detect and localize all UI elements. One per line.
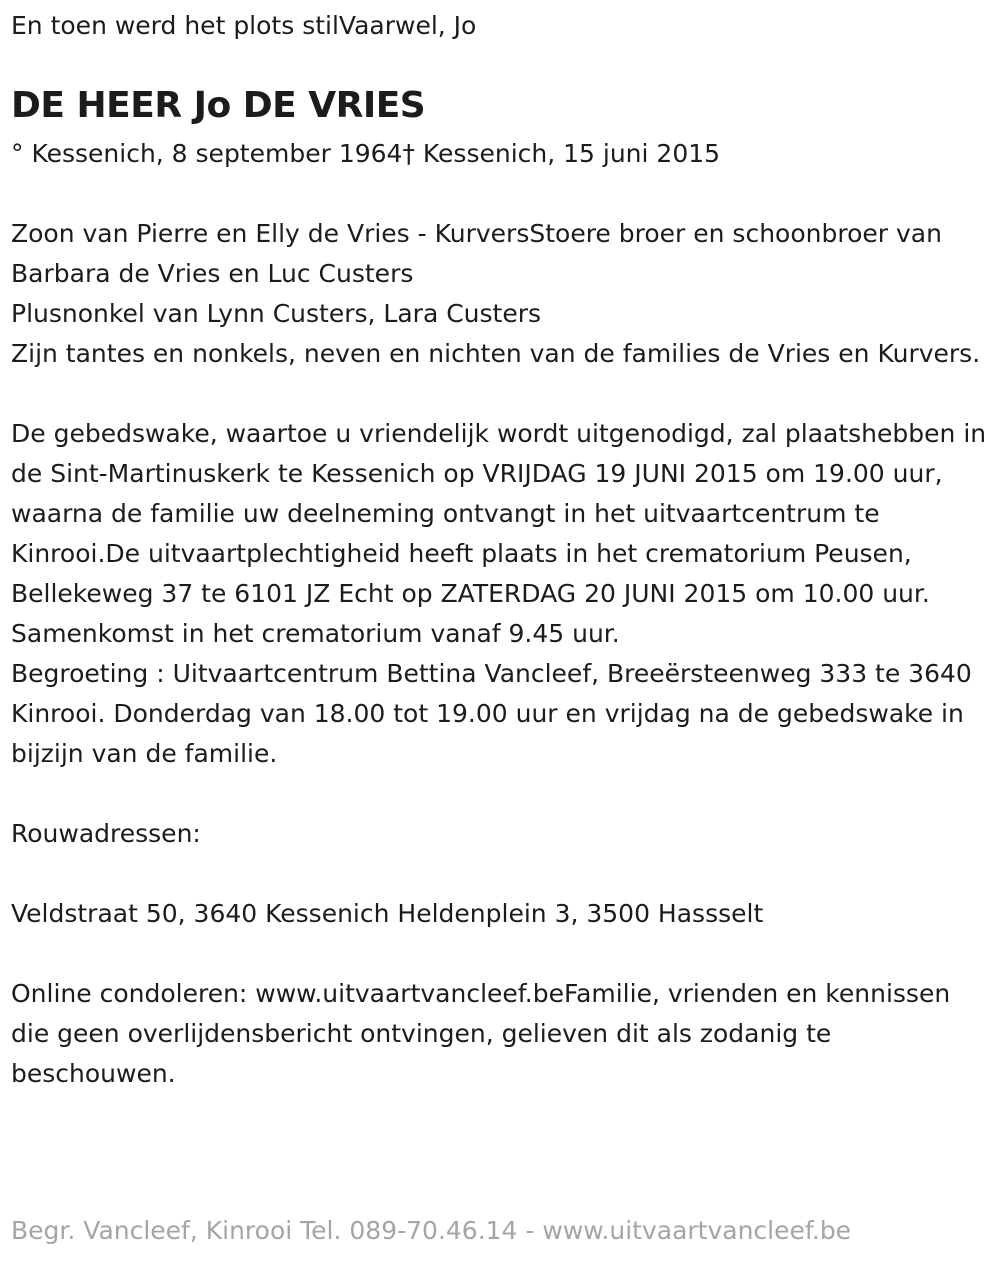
ceremony-greeting: Begroeting : Uitvaartcentrum Bettina Vancleef, Breeërsteenweg 333 te 3640 Kinrooi. Donderdag van 18.00 tot 19.00 uur en vrijdag na de gebedswake in bijzijn van de familie.: [11, 659, 972, 768]
ceremony-wake: De gebedswake, waartoe u vriendelijk wordt uitgenodigd, zal plaatshebben in de Sint-Martinuskerk te Kessenich op VRIJDAG 19 JUNI 2015 om 19.00 uur, waarna de familie uw deelneming ontvangt in het uitvaartcentrum te Kinrooi.De uitvaartplechtigheid heeft plaats in het crematorium Peusen, Bellekeweg 37 te 6101 JZ Echt op ZATERDAG 20 JUNI 2015 om 10.00 uur.: [11, 419, 987, 608]
family-line-3: Zijn tantes en nonkels, neven en nichten van de families de Vries en Kurvers.: [11, 339, 981, 368]
footer-contact: Begr. Vancleef, Kinrooi Tel. 089-70.46.14 - www.uitvaartvancleef.be: [11, 1216, 852, 1245]
family-line-1: Zoon van Pierre en Elly de Vries - KurversStoere broer en schoonbroer van Barbara de Vries en Luc Custers: [11, 219, 942, 288]
family-line-2: Plusnonkel van Lynn Custers, Lara Custers: [11, 299, 542, 328]
spacer: [11, 374, 991, 414]
addresses-value: Veldstraat 50, 3640 Kessenich Heldenplein 3, 3500 Hassselt: [11, 899, 764, 928]
spacer: [11, 774, 991, 814]
spacer: [11, 854, 991, 894]
closing-text: Online condoleren: www.uitvaartvancleef.beFamilie, vrienden en kennissen die geen overlijdensbericht ontvingen, gelieven dit als zodanig te beschouwen.: [11, 979, 951, 1088]
obituary-body: [11, 214, 991, 1094]
deceased-name: DE HEER Jo DE VRIES: [11, 85, 426, 126]
intro-line: En toen werd het plots stilVaarwel, Jo: [11, 11, 477, 40]
spacer: [11, 934, 991, 974]
addresses-label: Rouwadressen:: [11, 819, 201, 848]
ceremony-gathering: Samenkomst in het crematorium vanaf 9.45 uur.: [11, 619, 620, 648]
birth-death-dates: ° Kessenich, 8 september 1964† Kessenich, 15 juni 2015: [11, 139, 721, 168]
